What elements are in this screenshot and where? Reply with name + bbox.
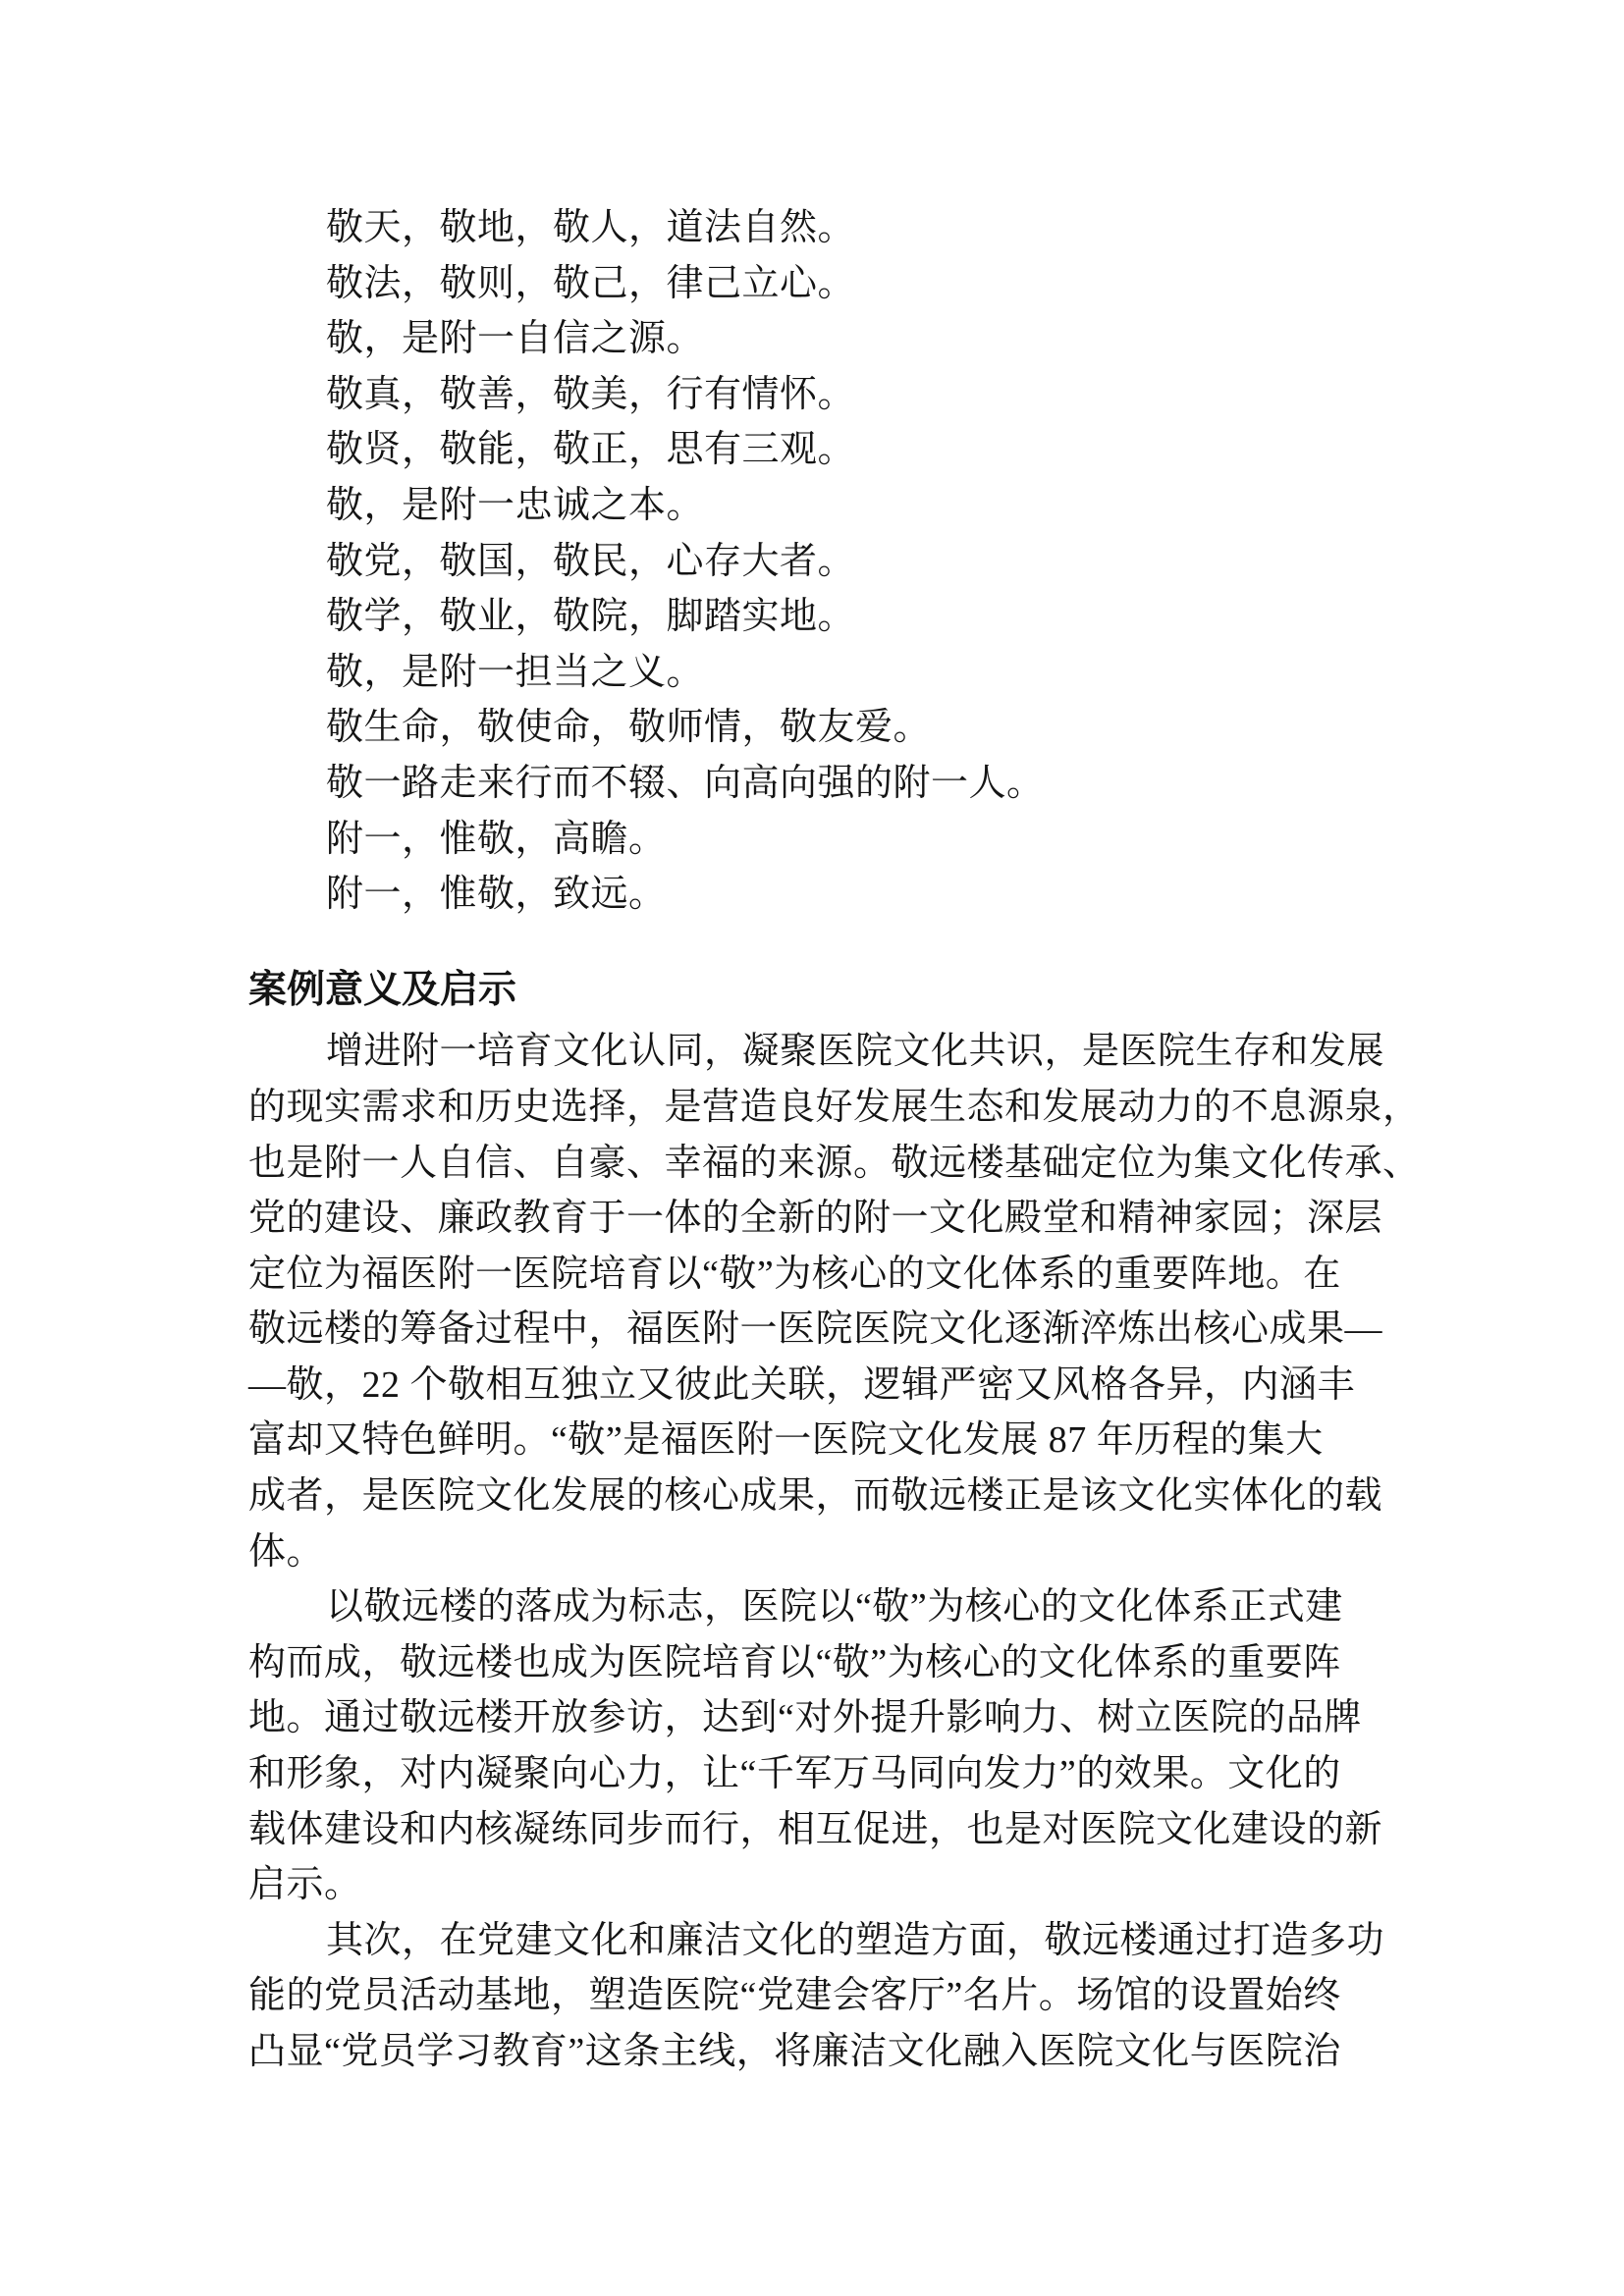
paragraph-line: 党的建设、廉政教育于一体的全新的附一文化殿堂和精神家园；深层 — [248, 1198, 1383, 1240]
paragraph-line: 其次，在党建文化和廉洁文化的塑造方面，敬远楼通过打造多功 — [326, 1919, 1385, 1961]
paragraph-line: 凸显“党员学习教育”这条主线，将廉洁文化融入医院文化与医院治 — [248, 2031, 1341, 2072]
poem-line: 敬，是附一自信之源。 — [326, 318, 705, 360]
paragraph-line: 地。通过敬远楼开放参访，达到“对外提升影响力、树立医院的品牌 — [248, 1697, 1362, 1739]
page-content — [248, 200, 1421, 2080]
paragraph — [248, 1579, 1407, 1913]
poem-line: 敬真，敬善，敬美，行有情怀。 — [326, 373, 856, 415]
paragraph-line: —敬，22 个敬相互独立又彼此关联，逻辑严密又风格各异，内涵丰 — [248, 1363, 1356, 1406]
body-text — [248, 1024, 1421, 2079]
poem-line: 敬，是附一忠诚之本。 — [326, 484, 705, 526]
poem-line: 敬一路走来行而不辍、向高向强的附一人。 — [326, 762, 1045, 804]
paragraph-line: 载体建设和内核凝练同步而行，相互促进，也是对医院文化建设的新 — [248, 1808, 1383, 1850]
poem-line: 敬天，敬地，敬人，道法自然。 — [326, 207, 856, 248]
poem-line: 附一，惟敬，高瞻。 — [326, 818, 667, 860]
paragraph-line: 增进附一培育文化认同，凝聚医院文化共识，是医院生存和发展 — [326, 1031, 1385, 1073]
poem-line: 敬，是附一担当之义。 — [326, 651, 705, 693]
poem-line: 附一，惟敬，致远。 — [326, 874, 667, 916]
paragraph-line: 成者，是医院文化发展的核心成果，而敬远楼正是该文化实体化的载 — [248, 1475, 1383, 1518]
paragraph — [248, 1024, 1421, 1579]
paragraph-line: 的现实需求和历史选择，是营造良好发展生态和发展动力的不息源泉， — [248, 1086, 1421, 1128]
paragraph-line: 敬远楼的筹备过程中，福医附一医院医院文化逐渐淬炼出核心成果— — [248, 1308, 1383, 1351]
poem-line: 敬生命，敬使命，敬师情，敬友爱。 — [326, 707, 932, 749]
poem-section — [248, 200, 1407, 923]
paragraph-line: 能的党员活动基地，塑造医院“党建会客厅”名片。场馆的设置始终 — [248, 1975, 1341, 2017]
poem-line: 敬贤，敬能，敬正，思有三观。 — [326, 429, 856, 471]
paragraph-line: 定位为福医附一医院培育以“敬”为核心的文化体系的重要阵地。在 — [248, 1253, 1341, 1295]
paragraph-line: 启示。 — [248, 1864, 362, 1906]
section-heading: 案例意义及启示 — [248, 968, 517, 1011]
paragraph-line: 构而成，敬远楼也成为医院培育以“敬”为核心的文化体系的重要阵 — [248, 1641, 1341, 1683]
poem-line: 敬学，敬业，敬院，脚踏实地。 — [326, 596, 856, 638]
paragraph-line: 也是附一人自信、自豪、幸福的来源。敬远楼基础定位为集文化传承、 — [248, 1142, 1421, 1184]
paragraph-line: 富却又特色鲜明。“敬”是福医附一医院文化发展 87 年历程的集大 — [248, 1419, 1324, 1462]
paragraph-line: 以敬远楼的落成为标志，医院以“敬”为核心的文化体系正式建 — [326, 1586, 1343, 1629]
paragraph-line: 和形象，对内凝聚向心力，让“千军万马同向发力”的效果。文化的 — [248, 1753, 1341, 1795]
poem-line: 敬法，敬则，敬己，律己立心。 — [326, 262, 856, 304]
poem-line: 敬党，敬国，敬民，心存大者。 — [326, 540, 856, 582]
paragraph-line: 体。 — [248, 1530, 325, 1573]
paragraph — [248, 1913, 1407, 2080]
